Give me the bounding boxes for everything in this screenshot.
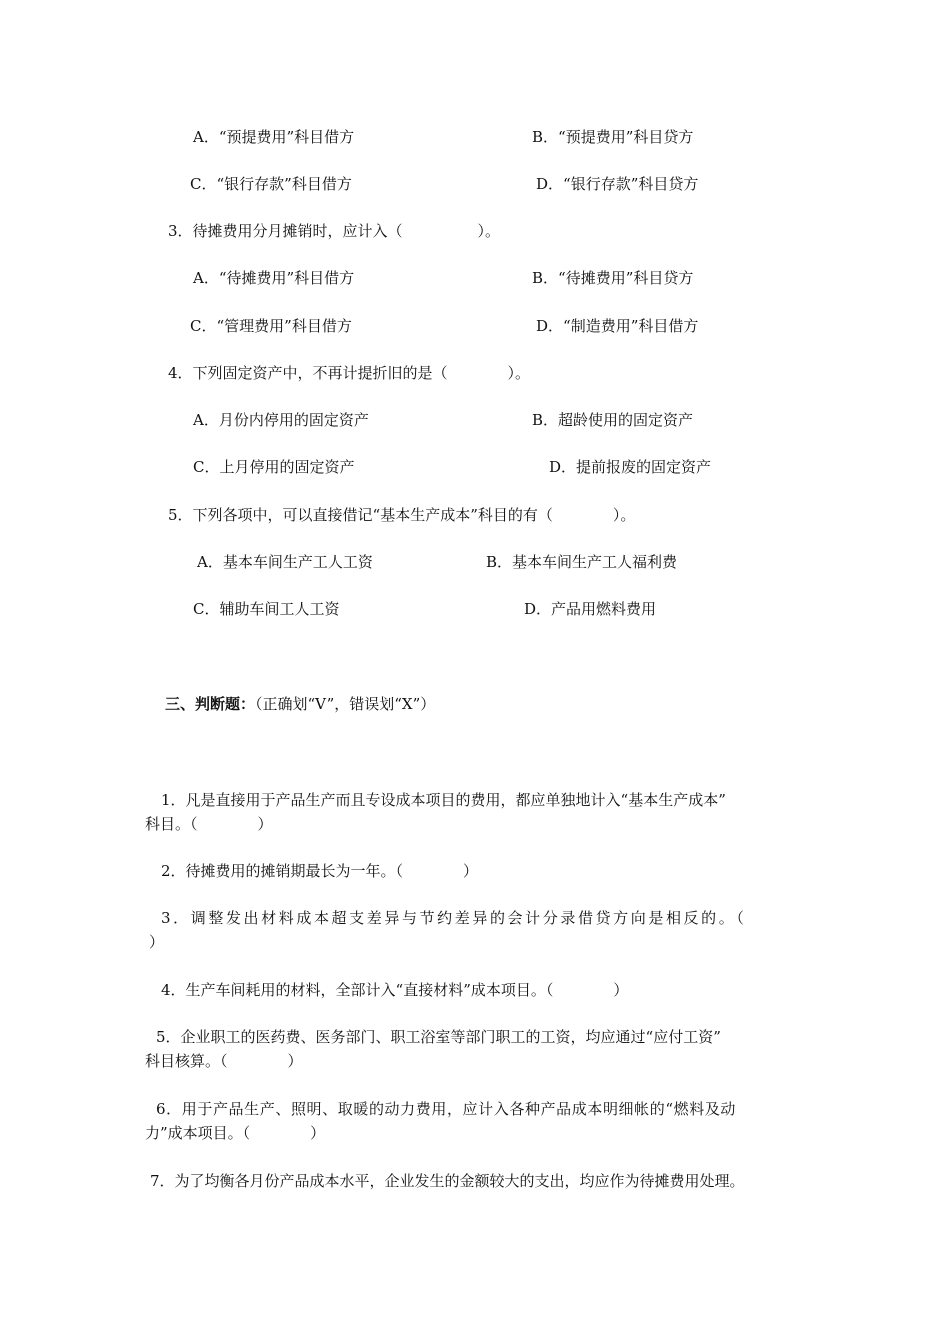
q4-stem: 4．下列固定资产中，不再计提折旧的是（ ）。 [168, 364, 531, 382]
tf-item-1-line-1: 1．凡是直接用于产品生产而且专设成本项目的费用，都应单独地计入“基本生产成本” [161, 791, 726, 809]
q4-option-b: B．超龄使用的固定资产 [532, 411, 694, 429]
tf-item-7: 7．为了均衡各月份产品成本水平，企业发生的金额较大的支出，均应作为待摊费用处理。 [150, 1172, 745, 1190]
q2-option-b: B．“预提费用”科目贷方 [532, 128, 694, 146]
q3-option-a: A．“待摊费用”科目借方 [193, 269, 355, 287]
q2-option-a: A．“预提费用”科目借方 [193, 128, 355, 146]
q2-option-c: C．“银行存款”科目借方 [190, 175, 352, 193]
q4-option-c: C．上月停用的固定资产 [193, 458, 355, 476]
q5-option-d: D．产品用燃料费用 [524, 600, 657, 618]
q5-stem: 5．下列各项中，可以直接借记“基本生产成本”科目的有（ ）。 [168, 506, 636, 524]
q5-option-c: C．辅助车间工人工资 [193, 600, 340, 618]
q3-option-d: D．“制造费用”科目借方 [536, 317, 699, 335]
q3-option-c: C．“管理费用”科目借方 [190, 317, 352, 335]
q5-option-a: A．基本车间生产工人工资 [197, 553, 373, 571]
tf-item-5-line-2: 科目核算。（ ） [145, 1052, 303, 1070]
q2-option-d: D．“银行存款”科目贷方 [536, 175, 699, 193]
q4-option-d: D．提前报废的固定资产 [549, 458, 712, 476]
q3-option-b: B．“待摊费用”科目贷方 [532, 269, 694, 287]
section-note: （正确划“V”，错误划“X”） [255, 695, 436, 713]
tf-item-2: 2．待摊费用的摊销期最长为一年。（ ） [161, 862, 479, 880]
q3-stem: 3．待摊费用分月摊销时，应计入（ ）。 [168, 222, 501, 240]
tf-item-4: 4．生产车间耗用的材料，全部计入“直接材料”成本项目。（ ） [161, 981, 629, 999]
q5-option-b: B．基本车间生产工人福利费 [486, 553, 678, 571]
tf-item-6-line-2: 力”成本项目。（ ） [145, 1124, 326, 1142]
tf-item-1-line-2: 科目。（ ） [145, 815, 273, 833]
tf-item-3-line-1: 3．调整发出材料成本超支差异与节约差异的会计分录借贷方向是相反的。（ [161, 909, 747, 927]
tf-item-3-line-2: ） [149, 933, 165, 951]
section-heading [165, 694, 435, 714]
q4-option-a: A．月份内停用的固定资产 [193, 411, 369, 429]
tf-item-5-line-1: 5．企业职工的医药费、医务部门、职工浴室等部门职工的工资，均应通过“应付工资” [156, 1028, 721, 1046]
section-title: 三、判断题： [165, 695, 256, 713]
tf-item-6-line-1: 6．用于产品生产、照明、取暖的动力费用，应计入各种产品成本明细帐的“燃料及动 [156, 1100, 737, 1118]
